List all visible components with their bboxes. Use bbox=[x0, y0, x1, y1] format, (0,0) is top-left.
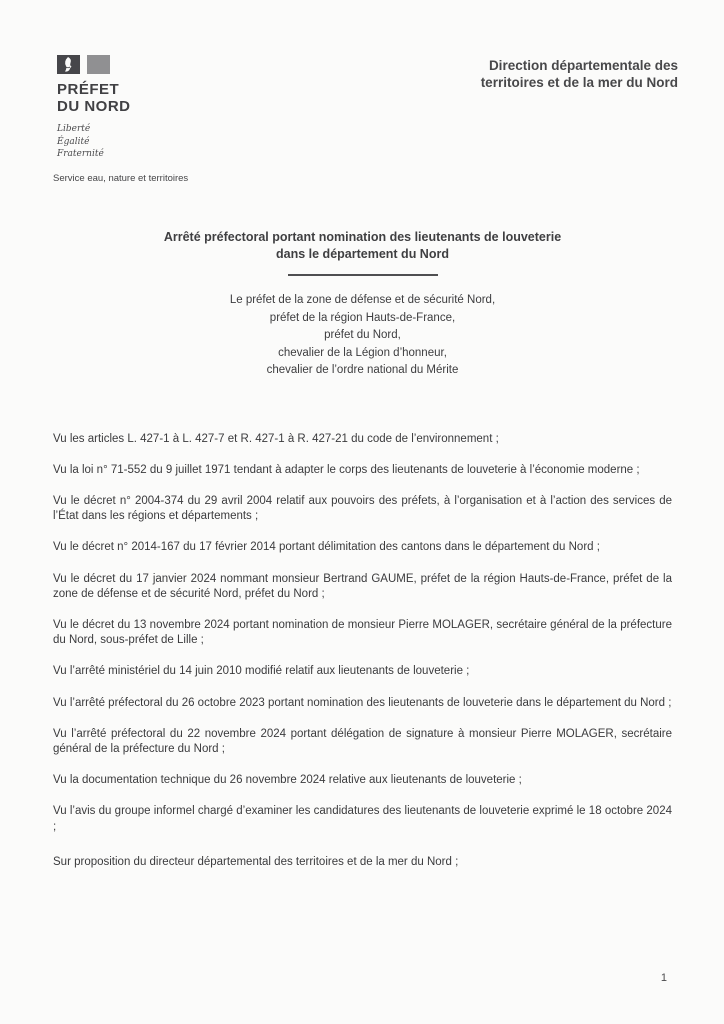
preamble-line: préfet du Nord, bbox=[324, 329, 401, 341]
title-separator-rule bbox=[288, 274, 438, 276]
direction-header bbox=[368, 58, 678, 91]
direction-line2: territoires et de la mer du Nord bbox=[480, 74, 678, 90]
document-title-line2: dans le département du Nord bbox=[276, 246, 449, 261]
document-title-line1: Arrêté préfectoral portant nomination des lieutenants de louveterie bbox=[163, 230, 562, 244]
vu-paragraph: Vu le décret n° 2014-167 du 17 février 2014 portant délimitation des cantons dans le département du Nord ; bbox=[53, 541, 600, 554]
motto-line: Liberté bbox=[57, 124, 91, 134]
vu-paragraph: Vu les articles L. 427-1 à L. 427-7 et R. 427-1 à R. 427-21 du code de l’environnement ; bbox=[53, 432, 499, 445]
vu-paragraph: Vu l’avis du groupe informel chargé d’examiner les candidatures des lieutenants de louveterie exprimé le 18 octobre 2024 ; bbox=[53, 805, 672, 833]
vu-paragraph: Vu la loi n° 71-552 du 9 juillet 1971 tendant à adapter le corps des lieutenants de louveterie à l’économie moderne ; bbox=[53, 463, 640, 476]
vu-paragraph: Vu le décret n° 2004-374 du 29 avril 2004 relatif aux pouvoirs des préfets, à l’organisation et à l’action des services de l’État dans les régions et départements ; bbox=[53, 494, 672, 523]
prefet-name-line2: DU NORD bbox=[57, 98, 131, 115]
vu-paragraph: Sur proposition du directeur départemental des territoires et de la mer du Nord ; bbox=[53, 855, 459, 868]
page-number: 1 bbox=[660, 972, 667, 984]
motto-line: Égalité bbox=[57, 136, 90, 147]
preamble-line: chevalier de l’ordre national du Mérite bbox=[266, 364, 459, 376]
prefect-preamble bbox=[53, 292, 672, 380]
prefet-logo bbox=[57, 55, 131, 161]
vu-paragraph: Vu le décret du 17 janvier 2024 nommant monsieur Bertrand GAUME, préfet de la région Hauts-de-France, préfet de la zone de défense et de sécurité Nord, préfet du Nord ; bbox=[53, 572, 672, 600]
vu-paragraph: Vu l’arrêté préfectoral du 22 novembre 2024 portant délégation de signature à monsieur Pierre MOLAGER, secrétaire général de la préfecture du Nord ; bbox=[53, 727, 672, 755]
vu-paragraph: Vu l’arrêté préfectoral du 26 octobre 2023 portant nomination des lieutenants de louveterie dans le département du Nord ; bbox=[53, 696, 672, 709]
vu-paragraph: Vu la documentation technique du 26 novembre 2024 relative aux lieutenants de louveterie ; bbox=[53, 774, 522, 787]
vu-paragraph: Vu le décret du 13 novembre 2024 portant nomination de monsieur Pierre MOLAGER, secrétaire général de la préfecture du Nord, sous-préfet de Lille ; bbox=[53, 618, 672, 647]
direction-line1: Direction départementale des bbox=[488, 58, 678, 73]
prefet-name-line1: PRÉFET bbox=[57, 81, 120, 98]
motto-line: Fraternité bbox=[57, 149, 104, 159]
preamble-line: Le préfet de la zone de défense et de sécurité Nord, bbox=[229, 294, 496, 306]
document-title bbox=[53, 229, 672, 262]
document-main bbox=[53, 229, 672, 886]
body-paragraphs bbox=[53, 432, 672, 870]
preamble-line: préfet de la région Hauts-de-France, bbox=[269, 311, 456, 324]
preamble-line: chevalier de la Légion d’honneur, bbox=[278, 346, 447, 359]
vu-paragraph: Vu l’arrêté ministériel du 14 juin 2010 modifié relatif aux lieutenants de louveterie ; bbox=[53, 665, 470, 678]
republic-motto bbox=[57, 123, 131, 161]
service-label: Service eau, nature et territoires bbox=[53, 173, 189, 184]
french-flag-marianne-icon bbox=[57, 55, 112, 75]
